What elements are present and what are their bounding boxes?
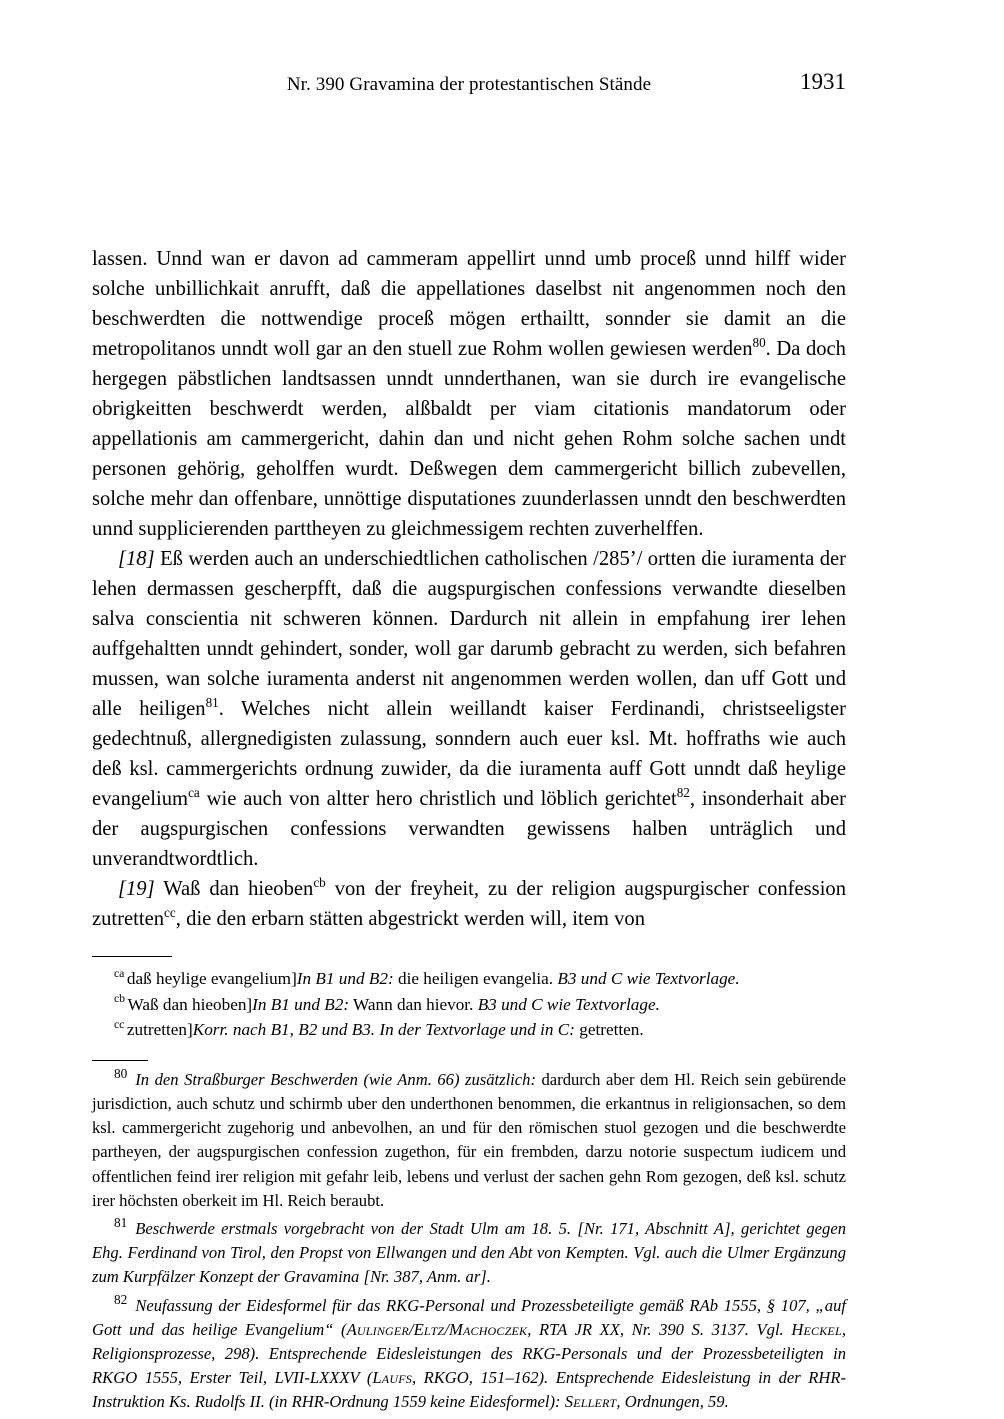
- author-name-smallcaps: Eltz: [413, 1319, 445, 1339]
- running-head-title: Nr. 390 Gravamina der protestantischen Stände: [286, 74, 652, 95]
- apparatus-bracket: ]: [246, 994, 253, 1014]
- apparatus-ref-cc[interactable]: cc: [164, 904, 176, 920]
- footnote-82: [92, 1291, 847, 1415]
- apparatus-entry: [92, 1017, 846, 1043]
- paragraph-text-part: Waß dan hieoben: [154, 878, 314, 900]
- footnote-number-81: 81: [114, 1215, 128, 1231]
- footnote-ref-80[interactable]: 80: [752, 334, 766, 350]
- footnote-81: [92, 1217, 846, 1290]
- running-head: [92, 0, 846, 124]
- footnote-mixed-text: [92, 1296, 846, 1412]
- apparatus-bracket: ]: [187, 1020, 193, 1040]
- footnote-italic-run: , Ordnungen, 59.: [616, 1392, 729, 1412]
- footnote-italic-run: /: [444, 1319, 449, 1339]
- footnote-number-80: 80: [114, 1065, 128, 1081]
- apparatus-entry: [92, 992, 846, 1018]
- paragraph-text-part: wie auch von altter hero christlich und löblich gerichtet: [199, 788, 677, 810]
- footnote-italic-run: /: [408, 1319, 414, 1339]
- paragraph-text-part: , insonderhait aber der augspurgischen confessions verwandten gewissens halben unträglich und unverandtwordtlich.: [92, 788, 847, 870]
- footnote-separator-rule: [92, 1060, 148, 1061]
- apparatus-bracket: ]: [291, 969, 297, 988]
- paragraph-text-part: Eß werden auch an underschiedtlichen catholischen /285’/ ortten die iuramenta der lehen dermassen gescherpfft, daß die augspurgischen confessions verwandte dieselben salva conscientia nit schweren können. Dardurch nit allein in empfahung irer lehen auffgehaltten unndt gehindert, sonder, woll gar darumb gebracht zu werden, sich befahren mussen, wan solche iuramenta anderst nit angenommen werden wollen, dan uff Gott und alle heiligen: [92, 548, 846, 720]
- footnote-80: [92, 1065, 846, 1213]
- footnote-italic-lead: In den Straßburger Beschwerden (wie Anm. 66) zusätzlich:: [135, 1069, 536, 1089]
- page-content: [92, 0, 846, 1419]
- footnote-italic-run: , RTA JR XX, Nr. 390 S. 3137. Vgl.: [527, 1319, 792, 1339]
- footnote-roman-text: dardurch aber dem Hl. Reich sein gebürende jurisdiction, auch schutz und schirmb uber den underthonen benommen, die erkantnus in religionsachen, so dem ksl. cammergericht zugehorig und anbevolhen, an und für den römischen stuol gezogen und die beschwerdte partheyen, der augspurgischen confession zugethon, für ein frembden, darzu notorie suspectum iudicem und offentlichen feind irer religion mit gefahr leib, lebens und verlust der sachen gehn Rom gezogen, deß ksl. schutz irer höchsten oberkeit im Hl. Reich beraubt.: [92, 1069, 846, 1210]
- footnote-ref-81[interactable]: 81: [205, 694, 219, 710]
- apparatus-variant-source: Korr. nach B1, B2 und B3. In der Textvorlage und in C:: [192, 1020, 575, 1040]
- paragraph-text-part: , die den erbarn stätten abgestrickt werden will, item von: [175, 908, 646, 930]
- paragraph-19: [92, 874, 846, 934]
- author-name-smallcaps: Aulinger: [346, 1319, 409, 1339]
- apparatus-ref-cb[interactable]: cb: [313, 874, 326, 890]
- apparatus-lemma: Waß dan hieoben: [127, 994, 247, 1014]
- apparatus-lemma: daß heylige evangelium: [126, 969, 292, 988]
- apparatus-separator-rule: [92, 956, 172, 957]
- page-number: 1931: [800, 69, 846, 94]
- apparatus-variant-note: B3 und C wie Textvorlage.: [477, 994, 660, 1014]
- apparatus-variant-reading: die heiligen evangelia.: [393, 969, 558, 988]
- footnote-ref-82[interactable]: 82: [676, 784, 690, 800]
- paragraph-marker-18: [18]: [118, 548, 155, 570]
- paragraph-text-part: . Welches nicht allein weillandt kaiser Ferdinandi, christseeligster gedechtnuß, allergnedigisten zulassung, sonndern auch euer ksl. Mt. hoffraths wie auch deß ksl. cammergerichts ordnung zuwider, da die iuramenta auff Gott unndt daß heylige evangelium: [92, 698, 846, 810]
- apparatus-variant-source: In B1 und B2:: [296, 969, 394, 988]
- footnote-number-82: 82: [114, 1291, 128, 1307]
- main-text-block: [92, 124, 846, 934]
- apparatus-lemma: zutretten: [126, 1020, 187, 1040]
- apparatus-variant-source: In B1 und B2:: [252, 994, 350, 1014]
- apparatus-marker-cc: cc: [114, 1017, 125, 1031]
- paragraph-marker-19: [19]: [118, 878, 155, 900]
- paragraph-continued: [92, 244, 846, 544]
- author-name-smallcaps: Sellert: [564, 1392, 617, 1412]
- footnote-italic-lead: Beschwerde erstmals vorgebracht von der Stadt Ulm am 18. 5. [Nr. 171, Abschnitt A], gerichtet gegen Ehg. Ferdinand von Tirol, den Propst von Ellwangen und den Abt von Kempten. Vgl. auch die Ulmer Ergänzung zum Kurpfälzer Konzept der Gravamina [Nr. 387, Anm. ar].: [92, 1219, 846, 1287]
- paragraph-18: [92, 544, 846, 874]
- paragraph-text-part: von der freyheit, zu der religion augspurgischer confession zutretten: [92, 878, 847, 930]
- footnote-italic-run: Neufassung der Eidesformel für das RKG-Personal und Prozessbeteiligte gemäß RAb 1555, § 107, „auf Gott und das heilige Evangelium“ (: [92, 1295, 846, 1339]
- critical-apparatus: [92, 966, 846, 1043]
- footnote-italic-run: , Religionsprozesse, 298). Entsprechende Eidesleistungen des RKG-Personals und der Prozessbeteiligten in RKGO 1555, Erster Teil, LVII-LXXXV (: [92, 1319, 846, 1388]
- apparatus-ref-ca[interactable]: ca: [188, 784, 200, 800]
- author-name-smallcaps: Machoczek: [448, 1319, 528, 1339]
- author-name-smallcaps: Laufs: [372, 1368, 412, 1388]
- footnote-italic-run: , RKGO, 151–162). Entsprechende Eidesleistung in der RHR-Instruktion Ks. Rudolfs II. (in RHR-Ordnung 1559 keine Eidesformel):: [92, 1368, 847, 1412]
- apparatus-variant-reading: Wann dan hievor.: [349, 994, 478, 1014]
- footnote-area: [92, 1065, 847, 1415]
- paragraph-text-part: . Da doch hergegen päbstlichen landtsassen unndt unnderthanen, wan sie durch ire evangelische obrigkeitten beschwerdt werden, alßbaldt per viam citationis mandatorum oder appellationis am cammergericht, dahin dan und nicht gehen Rohm solche sachen undt personen gehörig, geholffen wurdt. Deßwegen dem cammergericht billich zubevellen, solche mehr dan offenbare, unnöttige disputationes zuunderlassen unndt den beschwerdten unnd supplicierenden parttheyen zu gleichmessigem rechten zuverhelffen.: [92, 338, 846, 540]
- apparatus-entry: [92, 966, 846, 992]
- author-name-smallcaps: Heckel: [791, 1319, 842, 1339]
- apparatus-marker-cb: cb: [114, 992, 126, 1006]
- apparatus-marker-ca: ca: [114, 966, 125, 980]
- paragraph-text-part: lassen. Unnd wan er davon ad cammeram appellirt unnd umb proceß unnd hilff wider solche unbillichkait anrufft, daß die appellationes daselbst nit angenommen noch den beschwerdten die nottwendige proceß mögen erthailtt, sonnder sie damit an die metropolitanos unndt woll gar an den stuell zue Rohm wollen gewiesen werden: [92, 248, 846, 360]
- apparatus-variant-note: B3 und C wie Textvorlage.: [557, 969, 740, 988]
- apparatus-variant-reading: getretten.: [574, 1020, 644, 1040]
